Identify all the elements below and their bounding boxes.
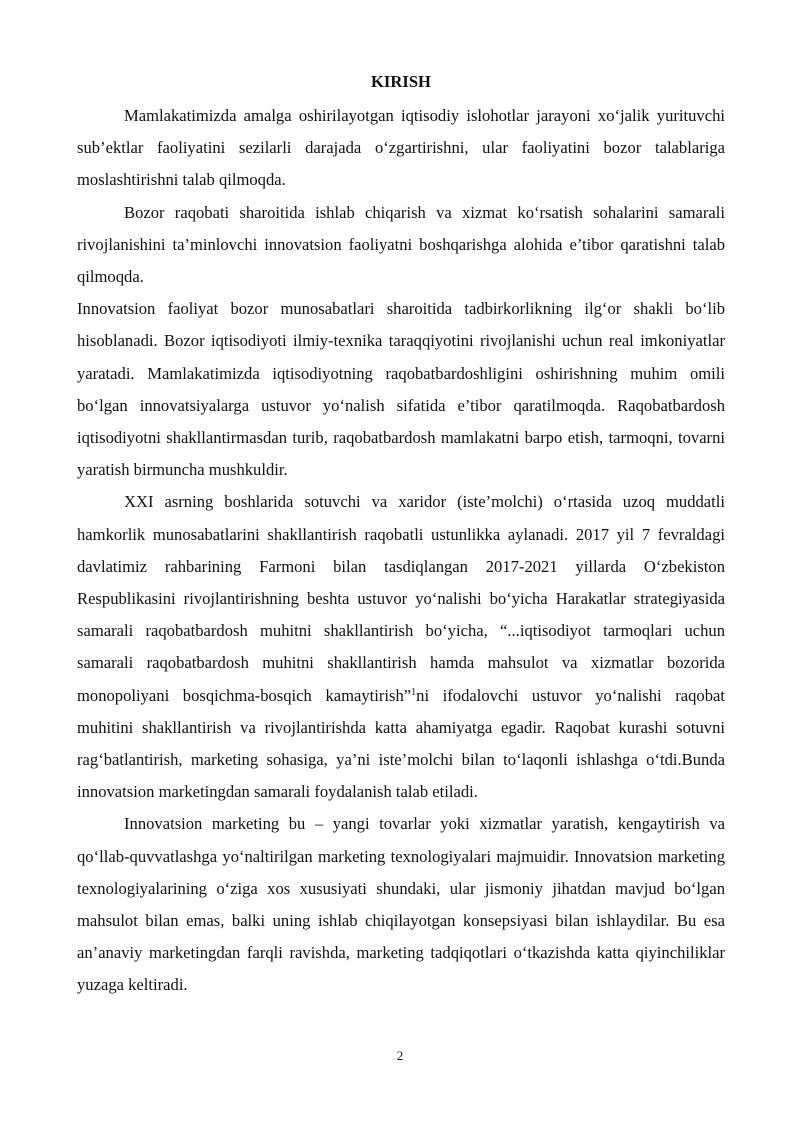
paragraph-1: Mamlakatimizda amalga oshirilayotgan iqtisodiy islohotlar jarayoni xo‘jalik yurituvchi sub’ektlar faoliyatini sezilarli darajada o‘zgartirishni, ular faoliyatini bozor talablariga moslashtirishni talab qilmoqda. [77, 106, 725, 190]
page-number: 2 [396, 1048, 404, 1063]
document-page [77, 67, 725, 1002]
paragraph-3: Innovatsion faoliyat bozor munosabatlari sharoitida tadbirkorlikning ilg‘or shakli bo‘lib hisoblanadi. Bozor iqtisodiyoti ilmiy-texnika taraqqiyotini rivojlanishi uchun real imkoniyatlar yaratadi. Mamlakatimizda iqtisodiyotning raqobatbardoshligini oshirishning muhim omili bo‘lgan innovatsiyalarga ustuvor yo‘nalish sifatida e’tibor qaratilmoqda. Raqobatbardosh iqtisodiyotni shakllantirmasdan turib, raqobatbardosh mamlakatni barpo etish, tarmoqni, tovarni yaratish birmuncha mushkuldir. [77, 299, 725, 480]
paragraph-4-continuation: ni ifodalovchi ustuvor yo‘nalishi raqobat muhitini shakllantirish va rivojlantirishda katta ahamiyatga egadir. Raqobat kurashi sotuvni rag‘batlantirish, marketing sohasiga, ya’ni iste’molchi bilan to‘laqonli ishlashga o‘tdi.Bunda innovatsion marketingdan samarali foydalanish talab etiladi. [77, 685, 725, 802]
page-title: KIRISH [371, 72, 431, 91]
paragraph-2: Bozor raqobati sharoitida ishlab chiqarish va xizmat ko‘rsatish sohalarini samarali rivojlanishini ta’minlovchi innovatsion faoliyatni boshqarishga alohida e’tibor qaratishni talab qilmoqda. [77, 202, 725, 287]
paragraph-5: Innovatsion marketing bu – yangi tovarlar yoki xizmatlar yaratish, kengaytirish va qo‘llab-quvvatlashga yo‘naltirilgan marketing texnologiyalari majmuidir. Innovatsion marketing texnologiyalarining o‘ziga xos xususiyati shundaki, ular jismoniy jihatdan mavjud bo‘lgan mahsulot bilan emas, balki uning ishlab chiqilayotgan konsepsiyasi bilan ishlaydilar. Bu esa an’anaviy marketingdan farqli ravishda, marketing tadqiqotlari o‘tkazishda katta qiyinchiliklar yuzaga keltiradi. [77, 814, 725, 995]
paragraph-4-text: XXI asrning boshlarida sotuvchi va xaridor (iste’molchi) o‘rtasida uzoq muddatli hamkorlik munosabatlarini shakllantirish raqobatli ustunlikka aylanadi. 2017 yil 7 fevraldagi davlatimiz rahbarining Farmoni bilan tasdiqlangan 2017-2021 yillarda O‘zbekiston Respublikasini rivojlantirishning beshta ustuvor yo‘nalishi bo‘yicha Harakatlar strategiyasida samarali raqobatbardosh muhitni shakllantirish bo‘yicha, “...iqtisodiyot tarmoqlari uchun samarali raqobatbardosh muhitni shakllantirish hamda mahsulot va xizmatlar bozorida monopoliyani bosqichma-bosqich kamaytirish” [77, 492, 725, 705]
footnote-reference[interactable]: 1 [411, 686, 417, 698]
paragraph-4 [77, 486, 725, 808]
